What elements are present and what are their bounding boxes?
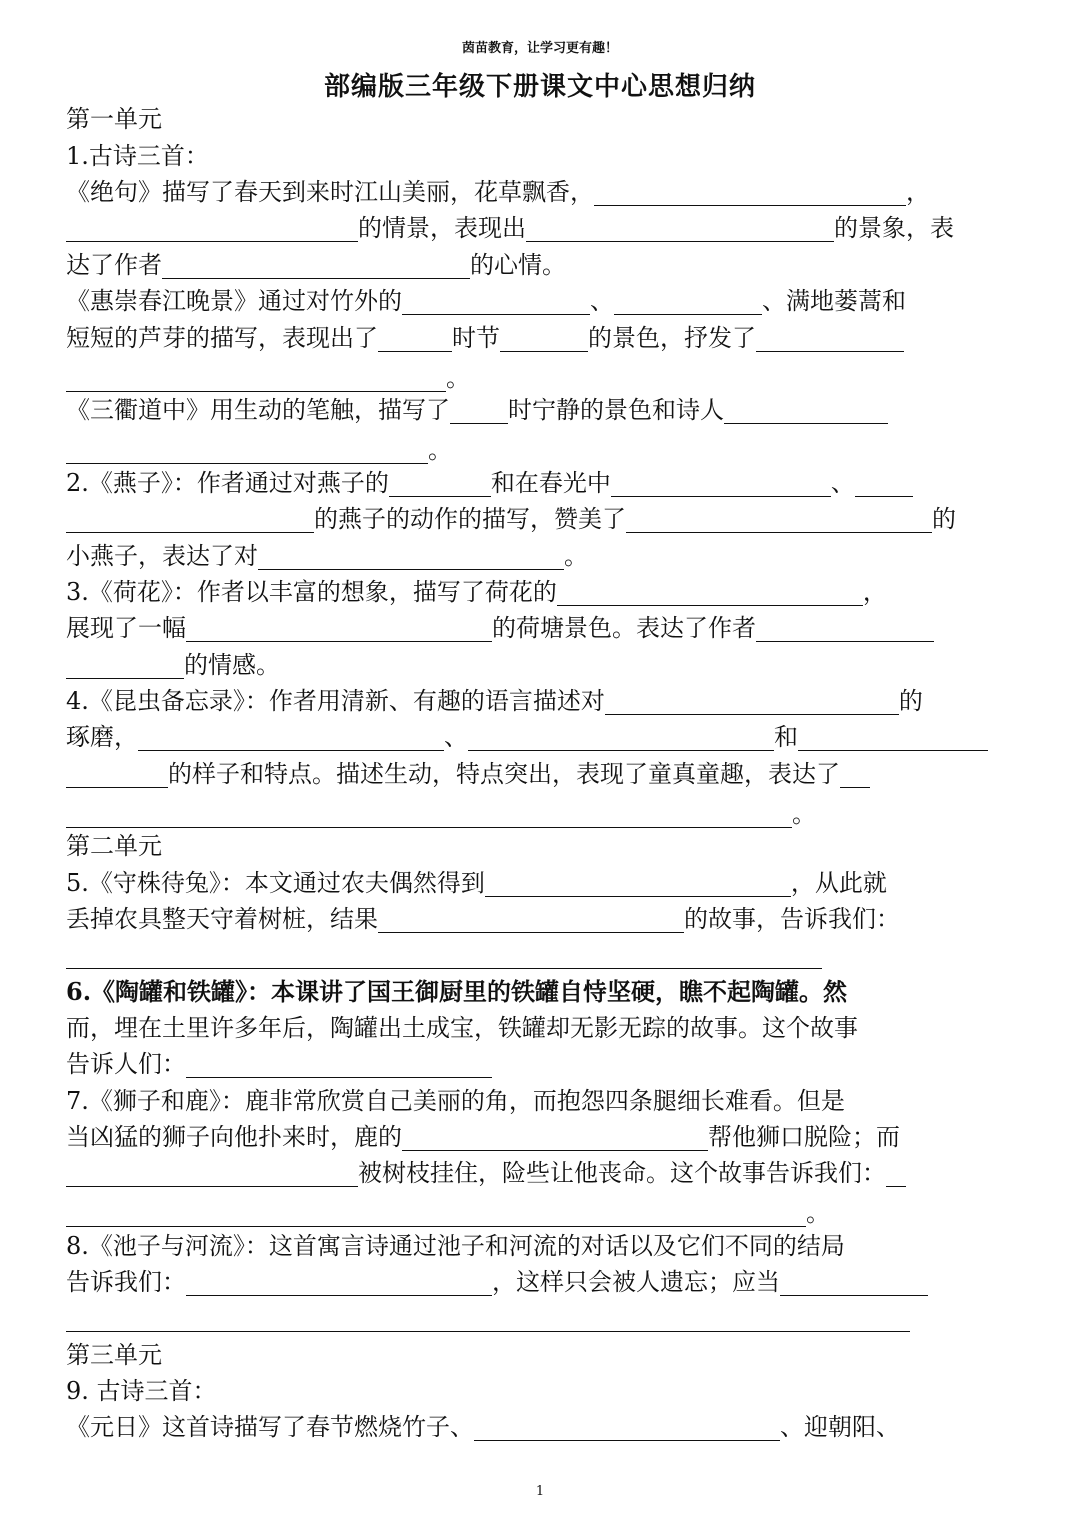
unit1-heading: 第一单元 <box>66 105 162 133</box>
unit1-line: 《绝句》描写了春天到来时江山美丽，花草飘香， ， <box>66 178 930 206</box>
unit1-line: 展现了一幅 的荷塘景色。表达了作者 <box>66 613 934 643</box>
fill-blank <box>66 1202 806 1227</box>
fill-blank <box>378 327 452 352</box>
unit1-line: 琢磨， 、 和 <box>66 722 988 752</box>
fill-blank <box>66 944 822 969</box>
unit1-item4: 4.《昆虫备忘录》：作者用清新、有趣的语言描述对 的 <box>66 687 923 715</box>
unit2-line: 当凶猛的狮子向他扑来时，鹿的 帮他狮口脱险；而 <box>66 1123 900 1151</box>
unit1-line: 小燕子，表达了对 。 <box>66 542 588 570</box>
unit2-line: 。 <box>66 1198 830 1228</box>
fill-blank <box>450 399 508 424</box>
page-number: 1 <box>535 1484 545 1499</box>
fill-blank <box>138 726 444 751</box>
unit2-line: 被树枝挂住，险些让他丧命。这个故事告诉我们： <box>66 1158 906 1188</box>
fill-blank <box>66 508 314 533</box>
fill-blank <box>186 617 492 642</box>
fill-blank <box>611 472 831 497</box>
fill-blank <box>66 654 184 679</box>
fill-blank <box>402 290 590 315</box>
unit2-line <box>66 940 822 970</box>
fill-blank <box>840 763 870 788</box>
fill-blank <box>468 726 774 751</box>
unit3-line: 《元日》这首诗描写了春节燃烧竹子、 、迎朝阳、 <box>66 1413 900 1441</box>
unit1-line: 达了作者 的心情。 <box>66 251 566 279</box>
unit2-line: 告诉我们： ，这样只会被人遗忘；应当 <box>66 1267 928 1297</box>
fill-blank <box>66 217 358 242</box>
unit2-line: 而，埋在土里许多年后，陶罐出土成宝，铁罐却无影无踪的故事。这个故事 <box>66 1014 858 1042</box>
fill-blank <box>402 1126 708 1151</box>
fill-blank <box>724 399 888 424</box>
fill-blank <box>605 690 899 715</box>
unit1-line: 《惠崇春江晚景》通过对竹外的 、 、满地蒌蒿和 <box>66 287 906 315</box>
fill-blank <box>186 1053 492 1078</box>
fill-blank <box>780 1271 928 1296</box>
fill-blank <box>474 1416 780 1441</box>
fill-blank <box>557 581 863 606</box>
fill-blank <box>756 327 904 352</box>
fill-blank <box>66 367 446 392</box>
unit1-item1-title: 1.古诗三首： <box>66 142 209 170</box>
fill-blank <box>626 508 932 533</box>
fill-blank <box>855 472 913 497</box>
unit1-line: 的燕子的动作的描写，赞美了 的 <box>66 504 956 534</box>
fill-blank <box>886 1162 906 1187</box>
fill-blank <box>798 726 988 751</box>
unit1-item3: 3.《荷花》：作者以丰富的想象，描写了荷花的 ， <box>66 578 887 606</box>
fill-blank <box>66 803 792 828</box>
fill-blank <box>258 545 564 570</box>
fill-blank <box>66 439 428 464</box>
fill-blank <box>66 1307 910 1332</box>
fill-blank <box>66 763 168 788</box>
fill-blank <box>66 1162 358 1187</box>
unit1-line: 《三衢道中》用生动的笔触，描写了 时宁静的景色和诗人 <box>66 395 888 425</box>
fill-blank <box>162 254 470 279</box>
unit1-item2: 2.《燕子》：作者通过对燕子的 和在春光中 、 <box>66 468 913 498</box>
unit1-line: 。 <box>66 799 816 829</box>
unit2-line: 丢掉农具整天守着树桩，结果 的故事，告诉我们： <box>66 905 900 933</box>
unit2-item7: 7.《狮子和鹿》：鹿非常欣赏自己美丽的角，而抱怨四条腿细长难看。但是 <box>66 1087 845 1115</box>
unit1-line: 。 <box>66 363 470 393</box>
fill-blank <box>756 617 934 642</box>
unit2-heading: 第二单元 <box>66 832 162 860</box>
fill-blank <box>186 1271 492 1296</box>
fill-blank <box>614 290 762 315</box>
unit1-line: 的情景，表现出 的景象，表 <box>66 213 954 243</box>
fill-blank <box>594 181 906 206</box>
unit2-item8: 8.《池子与河流》：这首寓言诗通过池子和河流的对话以及它们不同的结局 <box>66 1232 845 1260</box>
unit1-line: 的样子和特点。描述生动，特点突出，表现了童真童趣，表达了 <box>66 759 870 789</box>
fill-blank <box>526 217 834 242</box>
fill-blank <box>378 908 684 933</box>
fill-blank <box>500 327 588 352</box>
page-header: 茵苗教育，让学习更有趣！ <box>461 41 618 56</box>
unit2-line <box>66 1303 910 1333</box>
unit2-item5: 5.《守株待兔》：本文通过农夫偶然得到 ，从此就 <box>66 869 887 897</box>
unit1-line: 。 <box>66 435 452 465</box>
unit3-item9-title: 9. 古诗三首： <box>66 1377 217 1405</box>
unit1-line: 短短的芦芽的描写，表现出了 时节 的景色，抒发了 <box>66 323 904 353</box>
fill-blank <box>485 872 791 897</box>
unit3-heading: 第三单元 <box>66 1341 162 1369</box>
unit1-line: 的情感。 <box>66 650 280 680</box>
unit2-line: 告诉人们： <box>66 1049 492 1079</box>
document-title: 部编版三年级下册课文中心思想归纳 <box>323 72 756 102</box>
unit2-item6: 6.《陶罐和铁罐》：本课讲了国王御厨里的铁罐自恃坚硬，瞧不起陶罐。然 <box>66 977 848 1006</box>
fill-blank <box>389 472 491 497</box>
